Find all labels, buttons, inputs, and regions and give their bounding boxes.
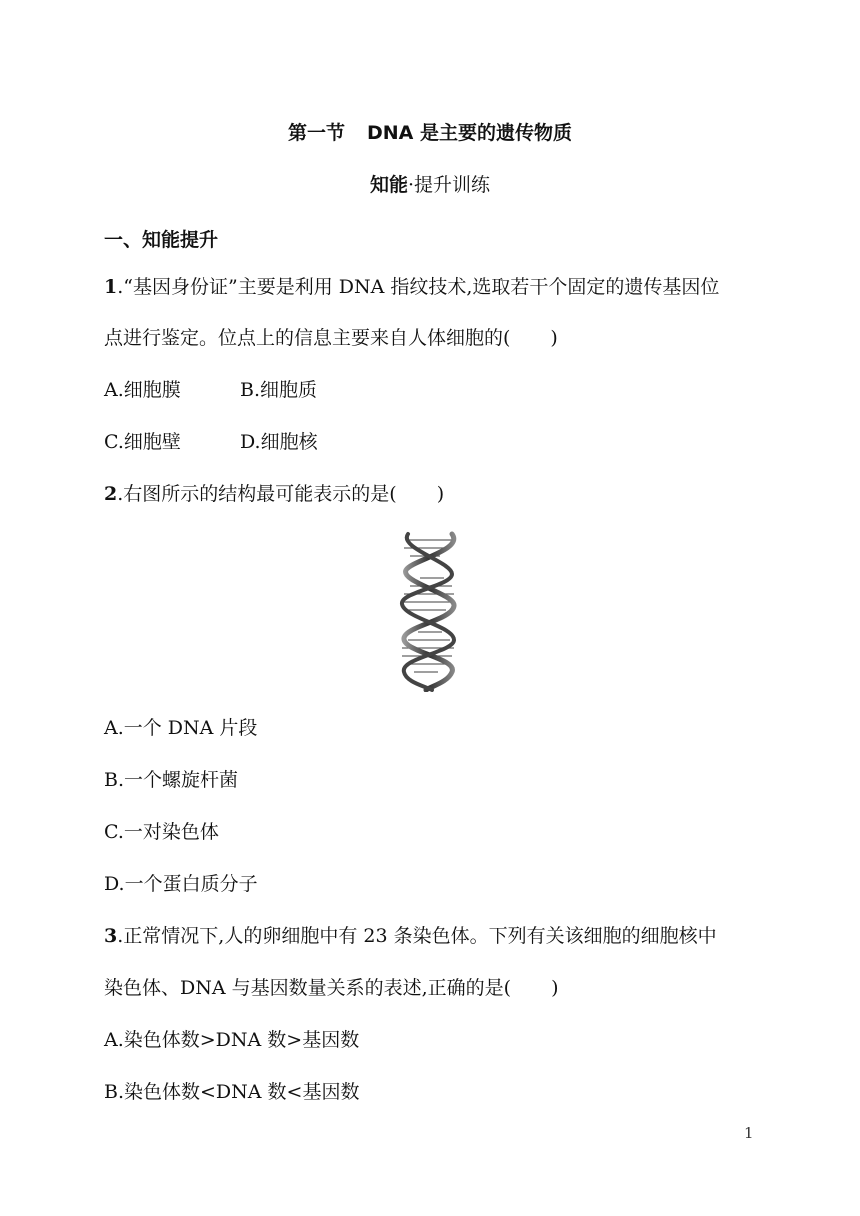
question-2-option-d: D.一个蛋白质分子 [104, 873, 258, 895]
dna-double-helix-icon [392, 530, 472, 692]
question-2-number: 2 [104, 483, 118, 505]
page-subtitle [0, 170, 860, 197]
section-heading: 一、知能提升 [104, 229, 219, 251]
question-1-text-2: 点进行鉴定。位点上的信息主要来自人体细胞的( [104, 327, 511, 349]
question-3-option-a: A.染色体数>DNA 数>基因数 [104, 1029, 360, 1051]
question-3-number: 3 [104, 925, 118, 947]
question-1-line-2 [104, 325, 558, 351]
question-3-line-1 [104, 923, 717, 949]
question-2-option-c: C.一对染色体 [104, 821, 219, 843]
subtitle-bold: 知能 [369, 174, 408, 196]
question-1-number: 1 [104, 276, 118, 298]
question-3-option-b: B.染色体数<DNA 数<基因数 [104, 1081, 360, 1103]
question-2-text-1: .右图所示的结构最可能表示的是( [117, 483, 397, 505]
title-text: DNA 是主要的遗传物质 [367, 122, 572, 144]
question-1-line-1 [104, 274, 719, 300]
page-number: 1 [744, 1124, 754, 1142]
question-1-text-1: .“基因身份证”主要是利用 DNA 指纹技术,选取若干个固定的遗传基因位 [117, 276, 720, 298]
question-1-option-a: A.细胞膜 [104, 379, 181, 401]
question-2-line-1 [104, 481, 444, 507]
question-1-options-row-2 [104, 429, 318, 455]
question-2-close-paren: ) [436, 483, 445, 505]
question-3-line-2 [104, 975, 559, 1001]
question-1-options-row-1 [104, 377, 317, 403]
question-1-option-b: B.细胞质 [240, 379, 318, 401]
subtitle-rest: ·提升训练 [407, 174, 491, 196]
question-1-option-c: C.细胞壁 [104, 431, 181, 453]
page-title [0, 118, 860, 145]
question-1-close-paren: ) [550, 327, 558, 349]
title-section-label: 第一节 [287, 122, 345, 144]
question-3-text-1: .正常情况下,人的卵细胞中有 23 条染色体。下列有关该细胞的细胞核中 [117, 925, 717, 947]
question-2-option-b: B.一个螺旋杆菌 [104, 769, 239, 791]
question-2-option-a: A.一个 DNA 片段 [104, 717, 258, 739]
question-3-close-paren: ) [551, 977, 559, 999]
question-1-option-d: D.细胞核 [240, 431, 318, 453]
question-3-text-2: 染色体、DNA 与基因数量关系的表述,正确的是( [104, 977, 512, 999]
